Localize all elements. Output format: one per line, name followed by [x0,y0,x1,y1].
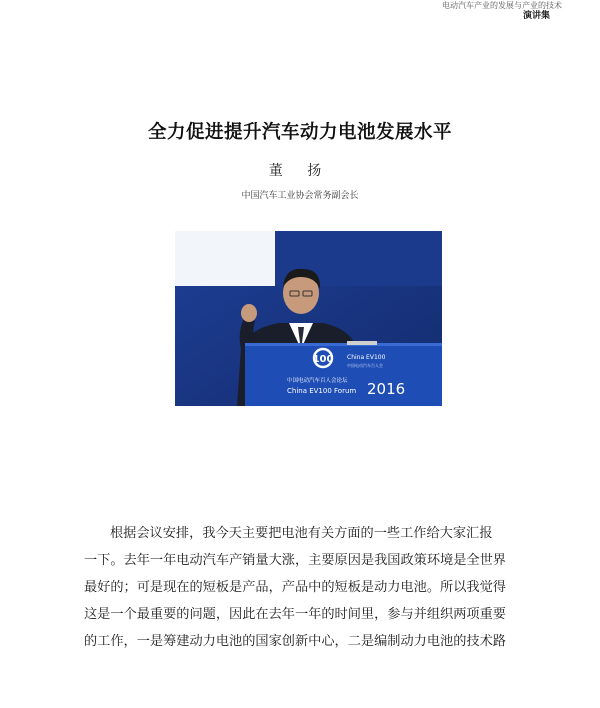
forum-en: China EV100 Forum [287,387,357,395]
body-line: 这是一个最重要的问题，因此在去年一年的时间里，参与并组织两项重要 [84,607,506,622]
logo-sub: 中国电动汽车百人会 [347,363,383,368]
running-header-text: 电动汽车产业的发展与产业的技术 [442,1,562,10]
author-name: 董 扬 [268,163,332,179]
author-affiliation: 中国汽车工业协会常务副会长 [241,191,359,201]
forum-cn: 中国电动汽车百人会论坛 [287,378,348,384]
logo-number: 100 [312,354,334,365]
body-line: 根据会议安排，我今天主要把电池有关方面的一些工作给大家汇报 [110,526,493,541]
body-line: 一下。去年一年电动汽车产销量大涨，主要原因是我国政策环境是全世界 [84,553,506,568]
article-title: 全力促进提升汽车动力电池发展水平 [147,122,452,143]
forum-year: 2016 [367,380,406,398]
running-header-section: 演讲集 [522,11,550,21]
body-paragraph [84,520,534,655]
speaker-photo [175,231,442,406]
body-line: 的工作，一是筹建动力电池的国家创新中心，二是编制动力电池的技术路 [84,634,506,649]
logo-brand: China EV100 [347,354,386,361]
body-line: 最好的；可是现在的短板是产品，产品中的短板是动力电池。所以我觉得 [84,580,506,595]
